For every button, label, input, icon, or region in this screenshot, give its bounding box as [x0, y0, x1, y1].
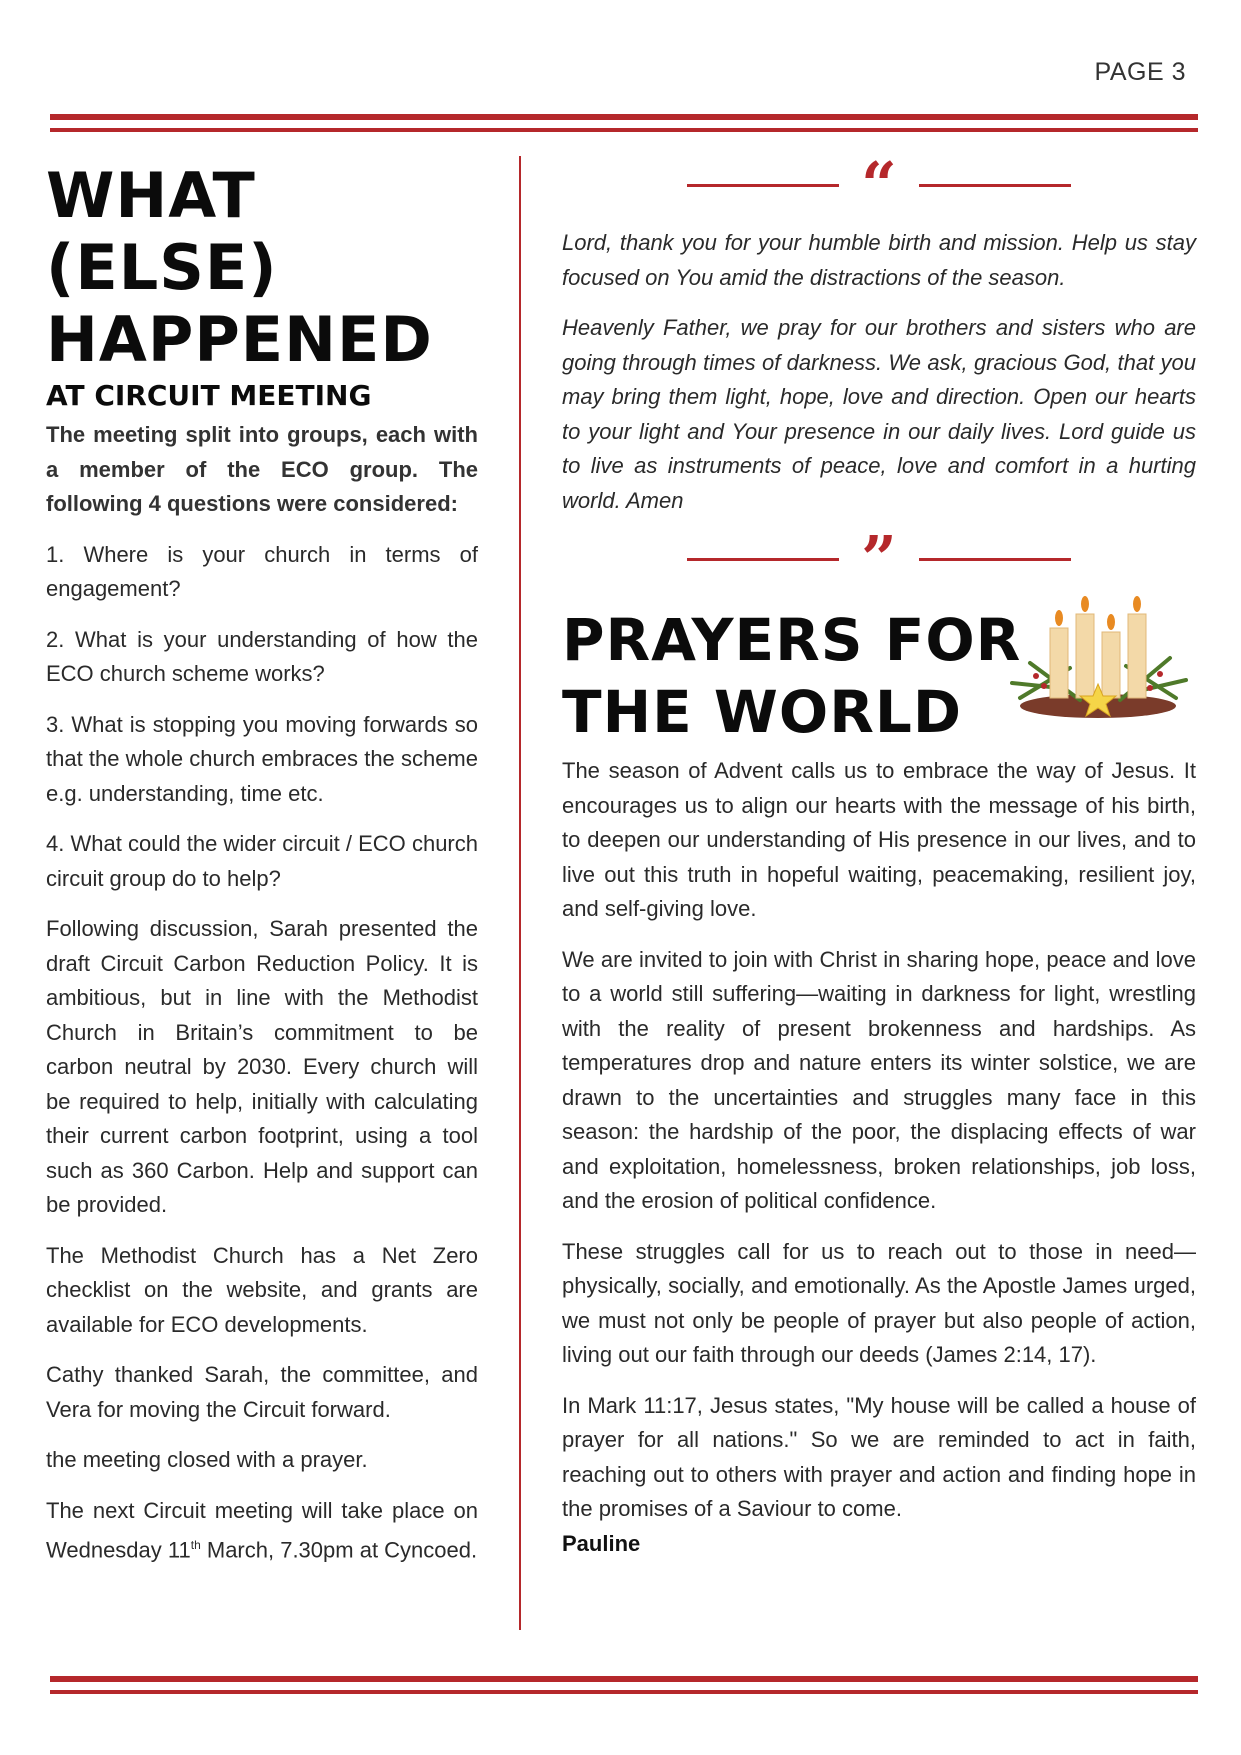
bottom-rule-thin: [50, 1690, 1198, 1694]
paragraph: The season of Advent calls us to embrace the way of Jesus. It encourages us to align our hearts with the message of his birth, to deepen our understanding of His presence in our lives, and to live out this truth in hopeful waiting, peacemaking, resilient joy, and self-giving love.: [562, 758, 1196, 921]
title-line: PRAYERS FOR: [562, 606, 1022, 674]
close-quote-icon: ”: [861, 534, 897, 584]
paragraph: We are invited to join with Christ in sharing hope, peace and love to a world still suffering—waiting in darkness for light, wrestling with the reality of present brokenness and hardships. As temperatures drop and nature enters its winter solstice, we are drawn to the uncertainties and struggles many face in this season: the hardship of the poor, the displacing effects of war and exploitation, homelessness, broken relationships, job loss, and the erosion of political confidence.: [562, 946, 1196, 1213]
prayer-text: Lord, thank you for your humble birth and mission. Help us stay focused on You amid the distractions of the season.: [562, 230, 1196, 290]
title-line: THE WORLD: [562, 678, 962, 746]
question: 1. Where is your church in terms of engagement?: [46, 541, 478, 601]
author: Pauline: [562, 1530, 641, 1556]
page-number: PAGE 3: [1094, 58, 1186, 86]
paragraph: The Methodist Church has a Net Zero checklist on the website, and grants are available for ECO developments.: [46, 1242, 478, 1337]
column-divider: [519, 156, 521, 1630]
close-quote-divider: [562, 534, 1196, 584]
open-quote-icon: “: [861, 160, 897, 210]
next-meeting-text: The next Circuit meeting will take place on Wednesday 11: [46, 1497, 478, 1563]
advent-wreath-illustration: [1000, 588, 1196, 728]
paragraph: These struggles call for us to reach out to those in need—physically, socially, and emotionally. As the Apostle James urged, we must not only be people of prayer but also people of action, living out our faith through our deeds (James 2:14, 17).: [562, 1238, 1196, 1367]
bottom-rule: [50, 1676, 1198, 1682]
question: 4. What could the wider circuit / ECO church circuit group do to help?: [46, 831, 478, 891]
circuit-meeting-article: [46, 160, 478, 1584]
paragraph: the meeting closed with a prayer.: [46, 1447, 368, 1472]
title-line: HAPPENED: [46, 303, 433, 376]
paragraph: Following discussion, Sarah presented the draft Circuit Carbon Reduction Policy. It is ambitious, but in line with the Methodist Church in Britain’s commitment to be carbon neutral by 2030. Every church will be required to help, initially with calculating their current carbon footprint, using a tool such as 360 Carbon. Help and support can be provided.: [46, 916, 478, 1217]
open-quote-divider: [562, 160, 1196, 210]
divider-line: [919, 184, 1071, 187]
paragraph: In Mark 11:17, Jesus states, "My house will be called a house of prayer for all nations." So we are reminded to act in faith, reaching out to others with prayer and action and finding hope in the promises of a Saviour to come.: [562, 1392, 1196, 1521]
question: 3. What is stopping you moving forwards so that the whole church embraces the scheme e.g. understanding, time etc.: [46, 711, 478, 806]
divider-line: [919, 558, 1071, 561]
article-title: [46, 160, 478, 376]
paragraph: Cathy thanked Sarah, the committee, and Vera for moving the Circuit forward.: [46, 1362, 478, 1422]
top-rule-thin: [50, 128, 1198, 132]
title-line: WHAT (ELSE): [46, 159, 278, 304]
prayer-text: Heavenly Father, we pray for our brothers and sisters who are going through times of darkness. We ask, gracious God, that you may bring them light, hope, love and direction. Open our hearts to your light and Your presence in our daily lives. Lord guide us to live as instruments of peace, love and comfort in a hurting world. Amen: [562, 315, 1196, 513]
divider-line: [687, 184, 839, 187]
next-meeting-text: March, 7.30pm at Cyncoed.: [200, 1537, 478, 1563]
prayers-column: [562, 160, 1196, 1577]
divider-line: [687, 558, 839, 561]
top-rule: [50, 114, 1198, 120]
intro-text: The meeting split into groups, each with a member of the ECO group. The following 4 questions were considered:: [46, 422, 478, 516]
question: 2. What is your understanding of how the ECO church scheme works?: [46, 626, 478, 686]
ordinal-suffix: th: [190, 1538, 201, 1552]
next-meeting: [46, 1494, 478, 1568]
article-subtitle: AT CIRCUIT MEETING: [46, 379, 372, 412]
